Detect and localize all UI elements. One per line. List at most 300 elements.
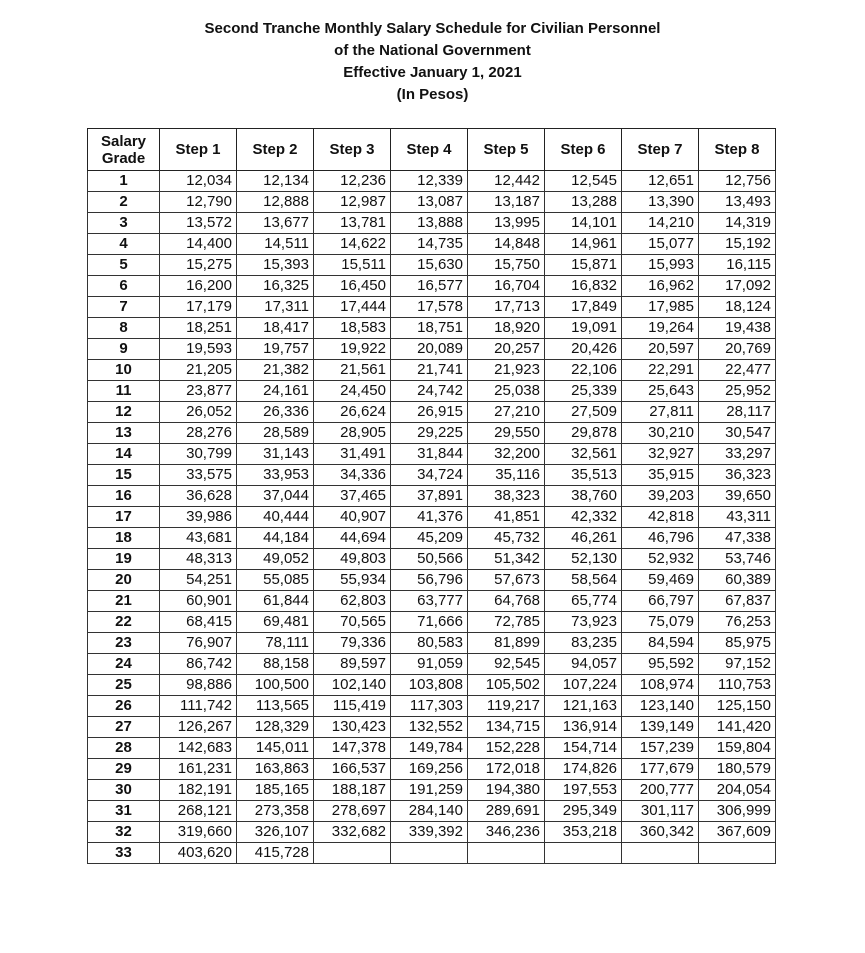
- table-row: [88, 192, 776, 213]
- salary-step-cell: 145,011: [237, 738, 314, 759]
- salary-step-cell: 132,552: [391, 717, 468, 738]
- salary-step-cell: [468, 843, 545, 864]
- salary-step-cell: 17,578: [391, 297, 468, 318]
- salary-grade-cell: 32: [88, 822, 160, 843]
- salary-step-cell: 152,228: [468, 738, 545, 759]
- salary-step-cell: 83,235: [545, 633, 622, 654]
- salary-step-cell: 21,382: [237, 360, 314, 381]
- salary-step-cell: 415,728: [237, 843, 314, 864]
- salary-step-cell: 166,537: [314, 759, 391, 780]
- salary-step-cell: 44,184: [237, 528, 314, 549]
- table-row: [88, 528, 776, 549]
- salary-step-cell: 73,923: [545, 612, 622, 633]
- salary-step-cell: 41,851: [468, 507, 545, 528]
- salary-grade-cell: 13: [88, 423, 160, 444]
- table-row: [88, 633, 776, 654]
- salary-step-cell: 200,777: [622, 780, 699, 801]
- title-line-1: Second Tranche Monthly Salary Schedule for Civilian Personnel: [204, 20, 661, 37]
- table-row: [88, 507, 776, 528]
- table-row: [88, 675, 776, 696]
- salary-step-cell: 39,650: [699, 486, 776, 507]
- table-row: [88, 717, 776, 738]
- salary-step-cell: 39,986: [160, 507, 237, 528]
- salary-step-cell: 30,547: [699, 423, 776, 444]
- salary-step-cell: 30,210: [622, 423, 699, 444]
- step-header-8: Step 8: [699, 129, 776, 171]
- table-row: [88, 444, 776, 465]
- table-row: [88, 570, 776, 591]
- salary-step-cell: 17,713: [468, 297, 545, 318]
- salary-step-cell: 20,426: [545, 339, 622, 360]
- salary-step-cell: 108,974: [622, 675, 699, 696]
- salary-step-cell: 14,622: [314, 234, 391, 255]
- salary-step-cell: 24,161: [237, 381, 314, 402]
- table-row: [88, 297, 776, 318]
- salary-step-cell: 68,415: [160, 612, 237, 633]
- salary-step-cell: 13,888: [391, 213, 468, 234]
- salary-step-cell: 278,697: [314, 801, 391, 822]
- salary-schedule-table: [87, 128, 776, 864]
- salary-step-cell: 188,187: [314, 780, 391, 801]
- salary-step-cell: 89,597: [314, 654, 391, 675]
- salary-step-cell: 35,513: [545, 465, 622, 486]
- salary-step-cell: 28,589: [237, 423, 314, 444]
- salary-grade-cell: 31: [88, 801, 160, 822]
- salary-step-cell: 75,079: [622, 612, 699, 633]
- salary-step-cell: 41,376: [391, 507, 468, 528]
- salary-step-cell: 27,210: [468, 402, 545, 423]
- salary-step-cell: 15,993: [622, 255, 699, 276]
- salary-step-cell: 56,796: [391, 570, 468, 591]
- salary-step-cell: 284,140: [391, 801, 468, 822]
- salary-step-cell: 319,660: [160, 822, 237, 843]
- salary-step-cell: 36,628: [160, 486, 237, 507]
- salary-step-cell: 43,311: [699, 507, 776, 528]
- salary-step-cell: 35,116: [468, 465, 545, 486]
- salary-step-cell: 126,267: [160, 717, 237, 738]
- salary-step-cell: 58,564: [545, 570, 622, 591]
- salary-step-cell: 172,018: [468, 759, 545, 780]
- salary-step-cell: 95,592: [622, 654, 699, 675]
- salary-step-cell: 12,339: [391, 171, 468, 192]
- salary-step-cell: 128,329: [237, 717, 314, 738]
- salary-step-cell: 92,545: [468, 654, 545, 675]
- salary-step-cell: 76,253: [699, 612, 776, 633]
- table-row: [88, 402, 776, 423]
- salary-step-cell: 26,052: [160, 402, 237, 423]
- salary-step-cell: 191,259: [391, 780, 468, 801]
- salary-step-cell: 30,799: [160, 444, 237, 465]
- salary-step-cell: 40,907: [314, 507, 391, 528]
- salary-step-cell: [314, 843, 391, 864]
- salary-step-cell: 139,149: [622, 717, 699, 738]
- salary-step-cell: 17,179: [160, 297, 237, 318]
- salary-step-cell: 306,999: [699, 801, 776, 822]
- step-header-4: Step 4: [391, 129, 468, 171]
- salary-step-cell: 29,225: [391, 423, 468, 444]
- salary-step-cell: 19,438: [699, 318, 776, 339]
- salary-step-cell: 31,491: [314, 444, 391, 465]
- salary-step-cell: 32,561: [545, 444, 622, 465]
- salary-step-cell: 14,735: [391, 234, 468, 255]
- table-row: [88, 486, 776, 507]
- salary-step-cell: 50,566: [391, 549, 468, 570]
- salary-step-cell: 84,594: [622, 633, 699, 654]
- salary-step-cell: 121,163: [545, 696, 622, 717]
- salary-step-cell: 26,624: [314, 402, 391, 423]
- salary-step-cell: 29,550: [468, 423, 545, 444]
- salary-step-cell: 15,275: [160, 255, 237, 276]
- salary-step-cell: 60,389: [699, 570, 776, 591]
- salary-step-cell: 81,899: [468, 633, 545, 654]
- salary-step-cell: 15,750: [468, 255, 545, 276]
- salary-step-cell: 42,332: [545, 507, 622, 528]
- salary-step-cell: 52,932: [622, 549, 699, 570]
- salary-grade-cell: 28: [88, 738, 160, 759]
- salary-step-cell: 54,251: [160, 570, 237, 591]
- salary-step-cell: 16,962: [622, 276, 699, 297]
- salary-step-cell: 15,511: [314, 255, 391, 276]
- salary-step-cell: 12,756: [699, 171, 776, 192]
- salary-step-cell: 34,724: [391, 465, 468, 486]
- salary-grade-cell: 14: [88, 444, 160, 465]
- salary-step-cell: 37,465: [314, 486, 391, 507]
- salary-step-cell: 32,927: [622, 444, 699, 465]
- salary-step-cell: 111,742: [160, 696, 237, 717]
- salary-step-cell: 174,826: [545, 759, 622, 780]
- salary-step-cell: 142,683: [160, 738, 237, 759]
- salary-grade-cell: 25: [88, 675, 160, 696]
- salary-step-cell: 141,420: [699, 717, 776, 738]
- salary-step-cell: 169,256: [391, 759, 468, 780]
- salary-step-cell: [545, 843, 622, 864]
- document-title: [0, 18, 865, 106]
- salary-step-cell: 12,987: [314, 192, 391, 213]
- salary-grade-cell: 19: [88, 549, 160, 570]
- salary-step-cell: [699, 843, 776, 864]
- step-header-5: Step 5: [468, 129, 545, 171]
- table-row: [88, 843, 776, 864]
- salary-step-cell: 14,319: [699, 213, 776, 234]
- salary-step-cell: 18,920: [468, 318, 545, 339]
- salary-step-cell: 17,985: [622, 297, 699, 318]
- salary-step-cell: 110,753: [699, 675, 776, 696]
- table-body: [88, 171, 776, 864]
- salary-step-cell: 24,450: [314, 381, 391, 402]
- salary-step-cell: 51,342: [468, 549, 545, 570]
- salary-grade-cell: 16: [88, 486, 160, 507]
- salary-step-cell: 62,803: [314, 591, 391, 612]
- step-header-7: Step 7: [622, 129, 699, 171]
- salary-step-cell: 49,803: [314, 549, 391, 570]
- salary-step-cell: 14,961: [545, 234, 622, 255]
- salary-step-cell: 39,203: [622, 486, 699, 507]
- table-row: [88, 318, 776, 339]
- salary-grade-cell: 23: [88, 633, 160, 654]
- salary-step-cell: 117,303: [391, 696, 468, 717]
- table-row: [88, 465, 776, 486]
- salary-step-cell: 13,087: [391, 192, 468, 213]
- salary-step-cell: 113,565: [237, 696, 314, 717]
- salary-step-cell: 134,715: [468, 717, 545, 738]
- salary-step-cell: 45,209: [391, 528, 468, 549]
- salary-step-cell: 38,760: [545, 486, 622, 507]
- salary-step-cell: 29,878: [545, 423, 622, 444]
- salary-step-cell: 17,444: [314, 297, 391, 318]
- salary-step-cell: 157,239: [622, 738, 699, 759]
- salary-step-cell: 136,914: [545, 717, 622, 738]
- salary-step-cell: 13,187: [468, 192, 545, 213]
- salary-step-cell: 16,577: [391, 276, 468, 297]
- salary-step-cell: 44,694: [314, 528, 391, 549]
- salary-step-cell: 71,666: [391, 612, 468, 633]
- salary-grade-cell: 21: [88, 591, 160, 612]
- salary-step-cell: 12,545: [545, 171, 622, 192]
- salary-step-cell: 14,511: [237, 234, 314, 255]
- salary-step-cell: 154,714: [545, 738, 622, 759]
- salary-step-cell: 65,774: [545, 591, 622, 612]
- salary-step-cell: 91,059: [391, 654, 468, 675]
- salary-step-cell: 12,442: [468, 171, 545, 192]
- salary-step-cell: 60,901: [160, 591, 237, 612]
- salary-step-cell: 289,691: [468, 801, 545, 822]
- salary-step-cell: 295,349: [545, 801, 622, 822]
- salary-step-cell: 48,313: [160, 549, 237, 570]
- salary-step-cell: 69,481: [237, 612, 314, 633]
- salary-step-cell: 17,311: [237, 297, 314, 318]
- salary-grade-cell: 6: [88, 276, 160, 297]
- salary-step-cell: 14,101: [545, 213, 622, 234]
- salary-grade-cell: 24: [88, 654, 160, 675]
- salary-step-cell: 185,165: [237, 780, 314, 801]
- salary-step-cell: 25,643: [622, 381, 699, 402]
- salary-step-cell: 177,679: [622, 759, 699, 780]
- salary-step-cell: 55,934: [314, 570, 391, 591]
- salary-step-cell: 13,677: [237, 213, 314, 234]
- salary-step-cell: 18,751: [391, 318, 468, 339]
- salary-step-cell: 16,450: [314, 276, 391, 297]
- salary-step-cell: 182,191: [160, 780, 237, 801]
- salary-step-cell: 163,863: [237, 759, 314, 780]
- salary-step-cell: 61,844: [237, 591, 314, 612]
- salary-grade-cell: 3: [88, 213, 160, 234]
- salary-step-cell: 66,797: [622, 591, 699, 612]
- table-row: [88, 801, 776, 822]
- step-header-1: Step 1: [160, 129, 237, 171]
- table-row: [88, 822, 776, 843]
- salary-step-cell: 28,905: [314, 423, 391, 444]
- salary-step-cell: 40,444: [237, 507, 314, 528]
- salary-step-cell: [622, 843, 699, 864]
- salary-grade-cell: 5: [88, 255, 160, 276]
- salary-step-cell: 72,785: [468, 612, 545, 633]
- table-row: [88, 255, 776, 276]
- salary-grade-cell: 33: [88, 843, 160, 864]
- salary-step-cell: 180,579: [699, 759, 776, 780]
- salary-step-cell: 86,742: [160, 654, 237, 675]
- title-line-2: of the National Government: [334, 42, 531, 59]
- step-header-2: Step 2: [237, 129, 314, 171]
- salary-step-cell: 19,757: [237, 339, 314, 360]
- salary-step-cell: 13,288: [545, 192, 622, 213]
- salary-step-cell: 14,400: [160, 234, 237, 255]
- salary-step-cell: 28,117: [699, 402, 776, 423]
- table-row: [88, 591, 776, 612]
- salary-step-cell: 80,583: [391, 633, 468, 654]
- salary-step-cell: 25,038: [468, 381, 545, 402]
- salary-step-cell: 18,124: [699, 297, 776, 318]
- salary-step-cell: 16,704: [468, 276, 545, 297]
- salary-step-cell: 123,140: [622, 696, 699, 717]
- table-row: [88, 549, 776, 570]
- salary-step-cell: 22,106: [545, 360, 622, 381]
- salary-step-cell: 31,844: [391, 444, 468, 465]
- salary-step-cell: 19,922: [314, 339, 391, 360]
- table-row: [88, 696, 776, 717]
- salary-step-cell: 19,264: [622, 318, 699, 339]
- salary-step-cell: 16,200: [160, 276, 237, 297]
- salary-grade-cell: 22: [88, 612, 160, 633]
- salary-step-cell: 22,477: [699, 360, 776, 381]
- salary-step-cell: 353,218: [545, 822, 622, 843]
- salary-step-cell: 15,630: [391, 255, 468, 276]
- salary-step-cell: 367,609: [699, 822, 776, 843]
- salary-step-cell: 78,111: [237, 633, 314, 654]
- salary-step-cell: 15,192: [699, 234, 776, 255]
- salary-step-cell: 332,682: [314, 822, 391, 843]
- salary-step-cell: 36,323: [699, 465, 776, 486]
- salary-step-cell: 115,419: [314, 696, 391, 717]
- salary-step-cell: 25,952: [699, 381, 776, 402]
- salary-step-cell: 35,915: [622, 465, 699, 486]
- salary-step-cell: 326,107: [237, 822, 314, 843]
- salary-step-cell: 103,808: [391, 675, 468, 696]
- salary-grade-cell: 4: [88, 234, 160, 255]
- table-row: [88, 276, 776, 297]
- salary-step-cell: 12,134: [237, 171, 314, 192]
- salary-step-cell: 33,953: [237, 465, 314, 486]
- salary-step-cell: 21,741: [391, 360, 468, 381]
- salary-step-cell: 12,236: [314, 171, 391, 192]
- salary-step-cell: 13,995: [468, 213, 545, 234]
- salary-step-cell: 107,224: [545, 675, 622, 696]
- salary-step-cell: 22,291: [622, 360, 699, 381]
- salary-step-cell: 21,923: [468, 360, 545, 381]
- salary-grade-cell: 11: [88, 381, 160, 402]
- salary-step-cell: 94,057: [545, 654, 622, 675]
- salary-step-cell: 12,651: [622, 171, 699, 192]
- salary-grade-cell: 20: [88, 570, 160, 591]
- salary-step-cell: 37,891: [391, 486, 468, 507]
- salary-step-cell: 14,210: [622, 213, 699, 234]
- salary-grade-cell: 29: [88, 759, 160, 780]
- salary-step-cell: 97,152: [699, 654, 776, 675]
- salary-step-cell: 16,832: [545, 276, 622, 297]
- salary-step-cell: 37,044: [237, 486, 314, 507]
- salary-step-cell: 45,732: [468, 528, 545, 549]
- salary-grade-cell: 1: [88, 171, 160, 192]
- salary-step-cell: 34,336: [314, 465, 391, 486]
- table-header-row: [88, 129, 776, 171]
- table-row: [88, 339, 776, 360]
- salary-step-cell: 13,493: [699, 192, 776, 213]
- salary-step-cell: 33,575: [160, 465, 237, 486]
- table-row: [88, 234, 776, 255]
- salary-step-cell: 197,553: [545, 780, 622, 801]
- salary-step-cell: 18,417: [237, 318, 314, 339]
- salary-step-cell: 100,500: [237, 675, 314, 696]
- table-row: [88, 381, 776, 402]
- title-line-3: Effective January 1, 2021: [343, 64, 522, 81]
- salary-step-cell: 27,509: [545, 402, 622, 423]
- salary-grade-cell: 15: [88, 465, 160, 486]
- salary-step-cell: 57,673: [468, 570, 545, 591]
- salary-step-cell: 15,077: [622, 234, 699, 255]
- salary-grade-cell: 8: [88, 318, 160, 339]
- table-row: [88, 738, 776, 759]
- salary-step-cell: 55,085: [237, 570, 314, 591]
- salary-step-cell: 52,130: [545, 549, 622, 570]
- salary-grade-cell: 26: [88, 696, 160, 717]
- salary-step-cell: 85,975: [699, 633, 776, 654]
- salary-step-cell: 26,915: [391, 402, 468, 423]
- salary-step-cell: 102,140: [314, 675, 391, 696]
- salary-step-cell: 18,583: [314, 318, 391, 339]
- table-row: [88, 612, 776, 633]
- table-row: [88, 171, 776, 192]
- salary-step-cell: 15,871: [545, 255, 622, 276]
- salary-step-cell: 17,849: [545, 297, 622, 318]
- step-header-6: Step 6: [545, 129, 622, 171]
- salary-step-cell: 32,200: [468, 444, 545, 465]
- salary-step-cell: 79,336: [314, 633, 391, 654]
- table-row: [88, 360, 776, 381]
- salary-step-cell: 149,784: [391, 738, 468, 759]
- salary-step-cell: 47,338: [699, 528, 776, 549]
- salary-step-cell: 12,790: [160, 192, 237, 213]
- table-row: [88, 213, 776, 234]
- salary-step-cell: 161,231: [160, 759, 237, 780]
- salary-step-cell: 273,358: [237, 801, 314, 822]
- salary-step-cell: 20,257: [468, 339, 545, 360]
- salary-grade-cell: 30: [88, 780, 160, 801]
- salary-step-cell: 147,378: [314, 738, 391, 759]
- salary-step-cell: 19,091: [545, 318, 622, 339]
- salary-step-cell: 194,380: [468, 780, 545, 801]
- salary-step-cell: 67,837: [699, 591, 776, 612]
- salary-step-cell: 13,781: [314, 213, 391, 234]
- salary-grade-cell: 7: [88, 297, 160, 318]
- salary-step-cell: 42,818: [622, 507, 699, 528]
- salary-step-cell: 49,052: [237, 549, 314, 570]
- salary-step-cell: 98,886: [160, 675, 237, 696]
- salary-step-cell: 15,393: [237, 255, 314, 276]
- salary-grade-cell: 2: [88, 192, 160, 213]
- table-row: [88, 780, 776, 801]
- salary-step-cell: 125,150: [699, 696, 776, 717]
- salary-step-cell: 26,336: [237, 402, 314, 423]
- salary-step-cell: 64,768: [468, 591, 545, 612]
- salary-step-cell: 301,117: [622, 801, 699, 822]
- salary-grade-cell: 12: [88, 402, 160, 423]
- salary-step-cell: 16,115: [699, 255, 776, 276]
- salary-step-cell: 21,561: [314, 360, 391, 381]
- salary-step-cell: 31,143: [237, 444, 314, 465]
- salary-step-cell: 20,597: [622, 339, 699, 360]
- step-header-3: Step 3: [314, 129, 391, 171]
- salary-step-cell: 14,848: [468, 234, 545, 255]
- salary-step-cell: 27,811: [622, 402, 699, 423]
